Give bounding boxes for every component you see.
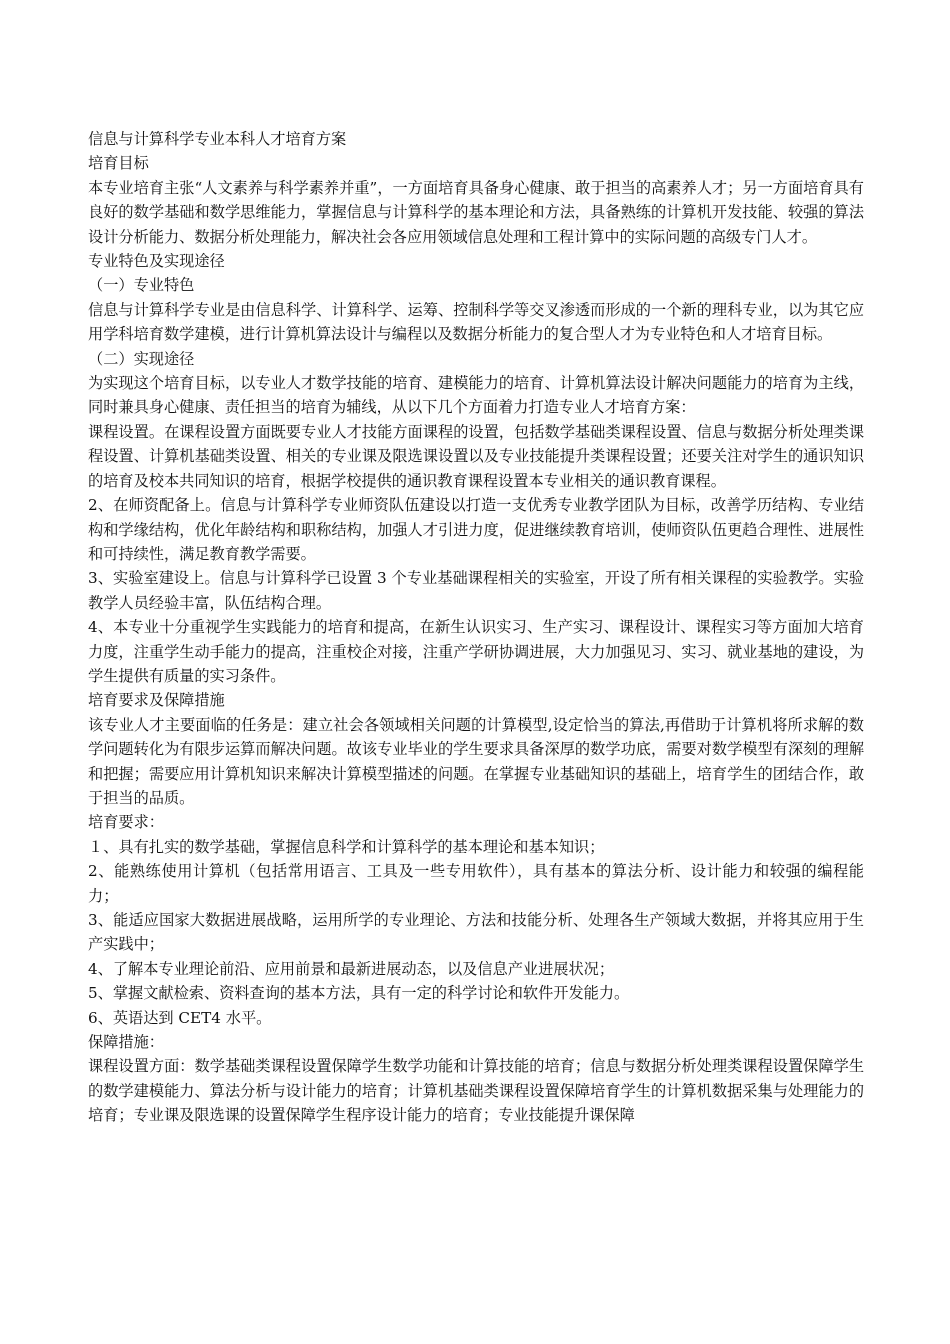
- document-body: [88, 127, 864, 1128]
- list-item-requirement-3: 3、能适应国家大数据进展战略，运用所学的专业理论、方法和技能分析、处理各生产领域大数据，并将其应用于生产实践中；: [88, 911, 864, 954]
- section-heading-goal: 培育目标: [88, 154, 149, 173]
- document-title: 信息与计算科学专业本科人才培育方案: [88, 130, 347, 148]
- list-item-requirement-4: 4、了解本专业理论前沿、应用前景和最新进展动态，以及信息产业进展状况；: [88, 959, 615, 978]
- paragraph-laboratory: 3、实验室建设上。信息与计算科学已设置 3 个专业基础课程相关的实验室，开设了所有相关课程的实验教学。实验教学人员经验丰富，队伍结构合理。: [88, 569, 864, 612]
- section-heading-features: 专业特色及实现途径: [88, 252, 225, 271]
- paragraph-approach-intro: 为实现这个培育目标，以专业人才数学技能的培育、建模能力的培育、计算机算法设计解决问题能力的培育为主线，同时兼具身心健康、责任担当的培育为辅线，从以下几个方面着力打造专业人才培育方案：: [88, 374, 864, 417]
- subheading-measures: 保障措施：: [88, 1033, 164, 1052]
- paragraph-curriculum: 课程设置。在课程设置方面既要专业人才技能方面课程的设置，包括数学基础类课程设置、信息与数据分析处理类课程设置、计算机基础类设置、相关的专业课及限选课设置以及专业技能提升类课程设置；还要关注对学生的通识知识的培育及校本共同知识的培育，根据学校提供的通识教育课程设置本专业相关的通识教育课程。: [88, 422, 864, 490]
- list-item-requirement-5: 5、掌握文献检索、资料查询的基本方法，具有一定的科学讨论和软件开发能力。: [88, 984, 630, 1003]
- paragraph-goal: 本专业培育主张“人文素养与科学素养并重”，一方面培育具备身心健康、敢于担当的高素养人才；另一方面培育具有良好的数学基础和数学思维能力，掌握信息与计算科学的基本理论和方法，具备熟练的计算机开发技能、较强的算法设计分析能力、数据分析处理能力，解决社会各应用领域信息处理和工程计算中的实际问题的高级专门人才。: [88, 178, 864, 246]
- subheading-requirements: 培育要求：: [88, 813, 164, 832]
- subheading-approach: （二）实现途径: [88, 349, 195, 368]
- paragraph-measures: 课程设置方面：数学基础类课程设置保障学生数学功能和计算技能的培育；信息与数据分析处理类课程设置保障学生的数学建模能力、算法分析与设计能力的培育；计算机基础类课程设置保障培育学生的计算机数据采集与处理能力的培育；专业课及限选课的设置保障学生程序设计能力的培育；专业技能提升课保障: [88, 1057, 864, 1125]
- list-item-requirement-1: １、具有扎实的数学基础，掌握信息科学和计算科学的基本理论和基本知识；: [88, 837, 605, 856]
- list-item-requirement-2: 2、能熟练使用计算机（包括常用语言、工具及一些专用软件），具有基本的算法分析、设计能力和较强的编程能力；: [88, 862, 864, 905]
- paragraph-faculty: 2、在师资配备上。信息与计算科学专业师资队伍建设以打造一支优秀专业教学团队为目标，改善学历结构、专业结构和学缘结构，优化年龄结构和职称结构，加强人才引进力度，促进继续教育培训，使师资队伍更趋合理性、进展性和可持续性，满足教育教学需要。: [88, 496, 864, 563]
- paragraph-features: 信息与计算科学专业是由信息科学、计算科学、运筹、控制科学等交叉渗透而形成的一个新的理科专业，以为其它应用学科培育数学建模，进行计算机算法设计与编程以及数据分析能力的复合型人才为专业特色和人才培育目标。: [88, 300, 864, 344]
- subheading-features: （一）专业特色: [88, 276, 195, 295]
- list-item-requirement-6: 6、英语达到 CET4 水平。: [88, 1008, 272, 1027]
- paragraph-requirements-intro: 该专业人才主要面临的任务是：建立社会各领域相关问题的计算模型,设定恰当的算法,再借助于计算机将所求解的数学问题转化为有限步运算而解决问题。故该专业毕业的学生要求具备深厚的数学功底，需要对数学模型有深刻的理解和把握；需要应用计算机知识来解决计算模型描述的问题。在掌握专业基础知识的基础上，培育学生的团结合作，敢于担当的品质。: [88, 715, 864, 807]
- section-heading-requirements: 培育要求及保障措施: [88, 691, 225, 710]
- paragraph-practice: 4、本专业十分重视学生实践能力的培育和提高，在新生认识实习、生产实习、课程设计、课程实习等方面加大培育力度，注重学生动手能力的提高，注重校企对接，注重产学研协调进展，大力加强见习、实习、就业基地的建设，为学生提供有质量的实习条件。: [88, 618, 864, 685]
